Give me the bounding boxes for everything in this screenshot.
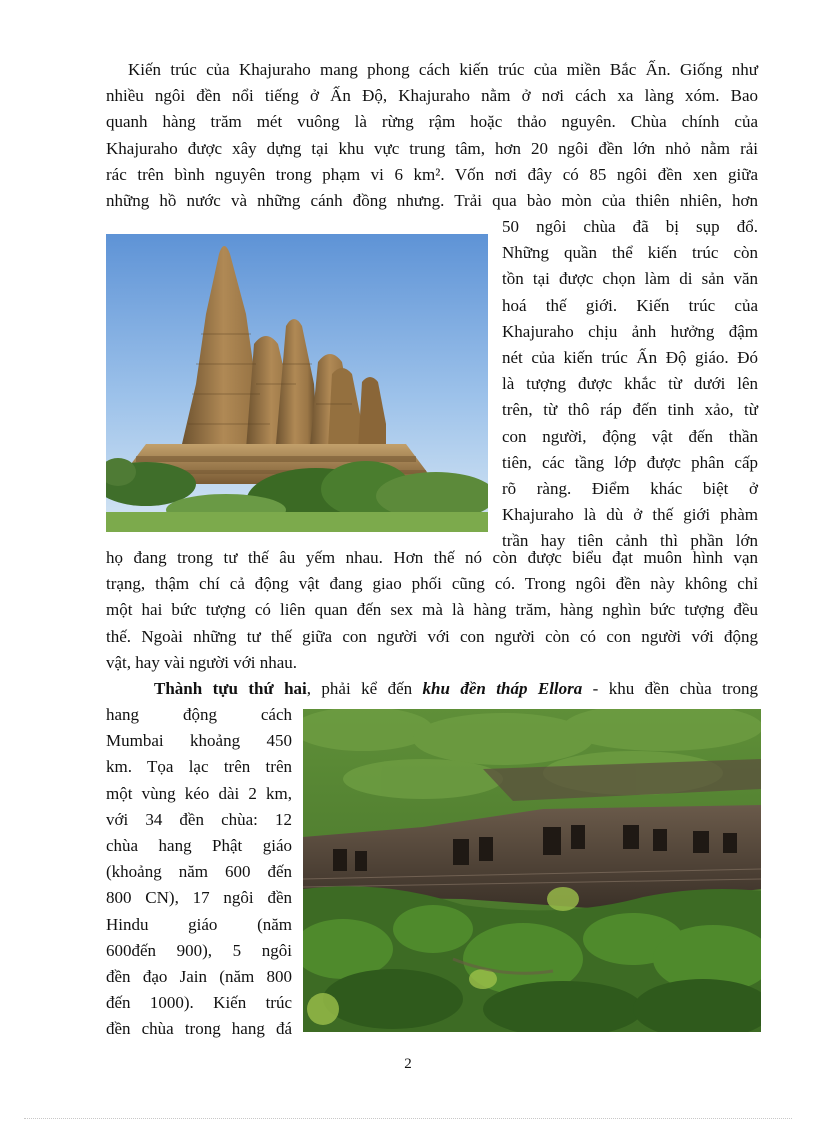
text-line — [106, 676, 758, 702]
ellora-caves-photo — [303, 709, 761, 1032]
text-line: chùa hang Phật giáo — [106, 836, 292, 856]
text-line: Khajuraho chịu ảnh hưởng đậm — [502, 321, 758, 341]
text-line: một vùng kéo dài 2 km, — [106, 783, 292, 803]
text-line: một hai bức tượng có liên quan đến sex mà là hàng trăm, hàng nghìn bức tượng đều — [106, 600, 758, 620]
text-line: nét của kiến trúc Ấn Độ giáo. Đó — [502, 348, 758, 368]
text-line: đền đạo Jain (năm 800 — [106, 967, 292, 987]
text-line: hoá thế giới. Kiến trúc của — [502, 295, 758, 315]
lead-connector: , phải kể đến — [306, 679, 423, 698]
text-line: thế. Ngoài những tư thế giữa con người với con người còn có con người với động — [106, 626, 758, 646]
text-line: Kiến trúc của Khajuraho mang phong cách kiến trúc của miền Bắc Ấn. Giống như — [128, 60, 758, 79]
text-line: Khajuraho được xây dựng tại khu vực trung tâm, hơn 20 ngôi đền lớn nhỏ nằm rải — [106, 138, 758, 158]
lead-rest: - khu đền chùa trong — [582, 679, 759, 698]
text-line: quanh hàng trăm mét vuông là rừng rậm hoặc thảo nguyên. Chùa chính của — [106, 112, 758, 132]
paragraph-2-lead — [106, 676, 758, 702]
text-line: rõ ràng. Điểm khác biệt ở — [502, 479, 758, 499]
text-line: Hindu giáo (năm — [106, 914, 292, 934]
text-line: vật, hay vài người với nhau. — [106, 652, 298, 672]
text-line: đền chùa trong hang đá — [106, 1019, 292, 1039]
paragraph-1-bottom — [106, 545, 758, 676]
text-line: trần hay tiên cảnh thì phần lớn — [502, 531, 758, 551]
text-line: nhiều ngôi đền nổi tiếng ở Ấn Độ, Khajuraho nằm ở nơi cách xa làng xóm. Bao — [106, 86, 758, 106]
khajuraho-temple-photo — [106, 234, 488, 532]
text-line: Mumbai khoảng 450 — [106, 731, 292, 751]
text-line: tồn tại được chọn làm di sản văn — [502, 269, 758, 289]
text-line: những hồ nước và những cánh đồng nhưng. Trải qua bào mòn của thiên nhiên, hơn — [106, 191, 758, 211]
text-line: trên, từ thô ráp đến tinh xảo, từ — [502, 400, 758, 420]
text-line: với 34 đền chùa: 12 — [106, 809, 292, 829]
text-line: 800 CN), 17 ngôi đền — [106, 888, 292, 908]
text-line: Những quần thể kiến trúc còn — [502, 243, 758, 263]
text-line: đến 1000). Kiến trúc — [106, 993, 292, 1013]
text-line: hang động cách — [106, 705, 292, 724]
paragraph-2-side-column — [106, 702, 292, 1043]
text-line: rác trên bình nguyên trong phạm vi 6 km². Vốn nơi đây có 85 ngôi đền xen giữa — [106, 164, 758, 184]
text-line: km. Tọa lạc trên trên — [106, 757, 292, 777]
page-number: 2 — [404, 1056, 412, 1072]
text-line: (khoảng năm 600 đến — [106, 862, 292, 882]
text-line: 600đến 900), 5 ngôi — [106, 940, 292, 960]
text-line: trạng, thậm chí cả động vật đang giao phối cũng có. Trong ngôi đền này không chỉ — [106, 574, 758, 594]
text-line: tiên, các tầng lớp được phân cấp — [502, 452, 758, 472]
text-line: con người, động vật đến thần — [502, 426, 758, 446]
footer-divider — [24, 1118, 792, 1119]
text-line: 50 ngôi chùa đã bị sụp đổ. — [502, 217, 758, 236]
text-line: là tượng được khắc từ dưới lên — [502, 374, 758, 394]
paragraph-1-top — [106, 57, 758, 214]
text-line: họ đang trong tư thế âu yếm nhau. Hơn thế nó còn được biểu đạt muôn hình vạn — [106, 548, 758, 567]
text-line: Khajuraho là dù ở thế giới phàm — [502, 505, 758, 525]
paragraph-1-side-column — [502, 214, 758, 555]
bold-phrase: Thành tựu thứ hai — [154, 679, 307, 698]
bold-italic-phrase: khu đền tháp Ellora — [422, 679, 583, 698]
